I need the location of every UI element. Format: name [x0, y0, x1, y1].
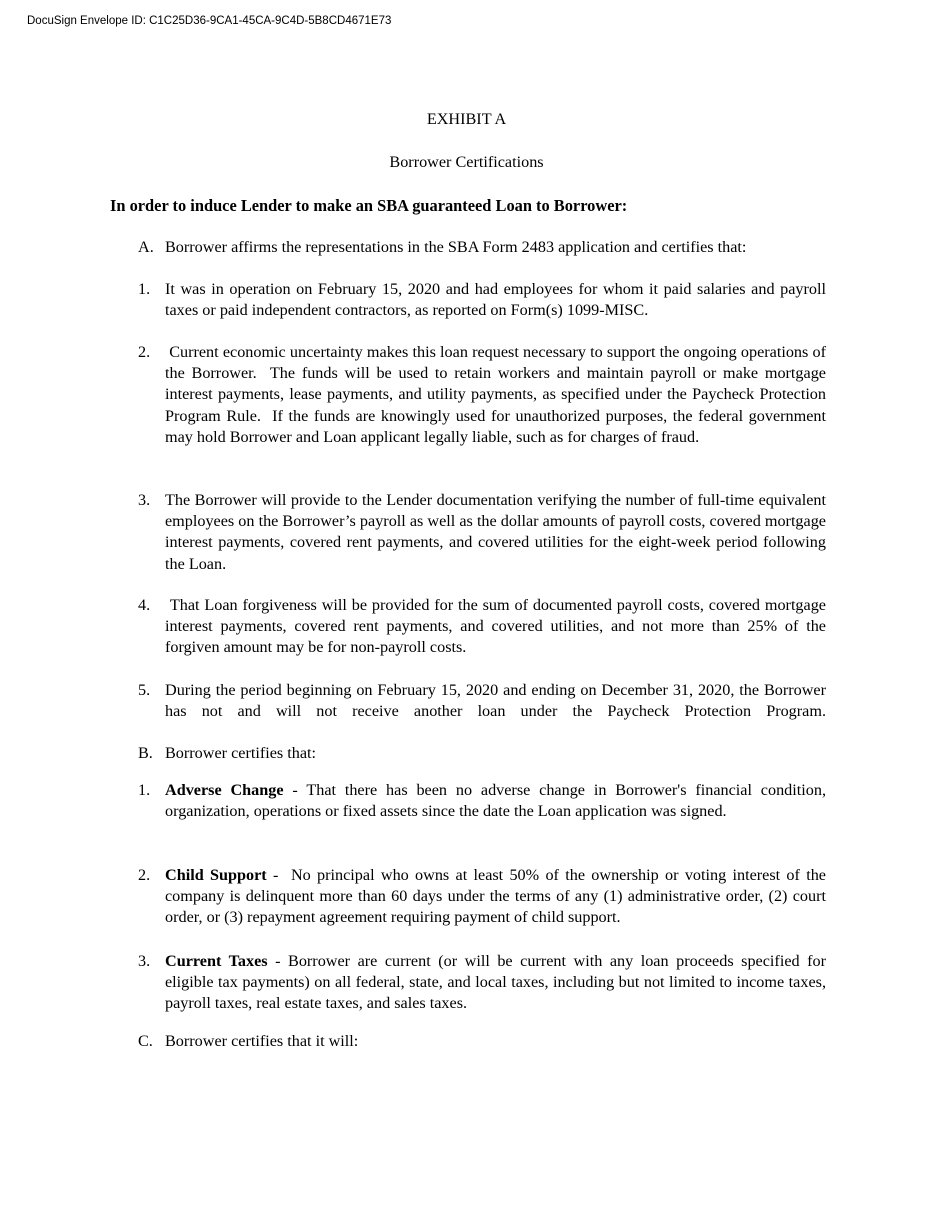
- item-marker: 2.: [138, 866, 151, 884]
- section-a-item-2: [138, 342, 831, 448]
- item-text: During the period beginning on February 15, 2020 and ending on December 31, 2020, the Borrower has not and will not receive another loan under the Paycheck Protection Program.: [165, 681, 826, 721]
- exhibit-title: EXHIBIT A: [426, 110, 507, 128]
- item-marker: 1.: [138, 781, 151, 799]
- item-text: [165, 780, 826, 822]
- item-text: [165, 951, 826, 1015]
- item-description: - That there has been no adverse change in Borrower's financial condition, organization, operations or fixed assets since the date the Loan application was signed.: [165, 781, 827, 821]
- item-marker: 2.: [138, 343, 151, 361]
- item-description: - No principal who owns at least 50% of the ownership or voting interest of the company is delinquent more than 60 days under the terms of any (1) administrative order, (2) court order, or (3) repayment agreement requiring payment of child support.: [165, 866, 831, 927]
- item-description: - Borrower are current (or will be current with any loan proceeds specified for eligible tax payments) on all federal, state, and local taxes, including but not limited to income taxes, payroll taxes, real estate taxes, and sales taxes.: [165, 952, 826, 1013]
- section-heading-text: Borrower certifies that:: [165, 744, 317, 762]
- item-text: That Loan forgiveness will be provided for the sum of documented payroll costs, covered mortgage interest payments, covered rent payments, and covered utilities, and not more than 25% of the forgiven amount may be for non-payroll costs.: [165, 596, 831, 657]
- section-a-heading: [138, 237, 826, 258]
- section-b-heading: [138, 743, 826, 764]
- exhibit-subtitle: Borrower Certifications: [389, 153, 544, 171]
- item-marker: 1.: [138, 280, 151, 298]
- section-a-item-4: [138, 595, 831, 659]
- item-marker: 3.: [138, 491, 151, 509]
- item-marker: 4.: [138, 596, 151, 614]
- section-b-item-2: [138, 865, 831, 929]
- item-text: [165, 865, 831, 929]
- section-b-item-1: [138, 780, 826, 822]
- item-marker: 5.: [138, 681, 151, 699]
- section-a-item-1: [138, 279, 826, 321]
- item-label: Adverse Change: [165, 781, 284, 799]
- item-label: Child Support: [165, 866, 267, 884]
- section-marker: A.: [138, 238, 154, 256]
- section-heading-text: Borrower affirms the representations in the SBA Form 2483 application and certifies that:: [165, 238, 747, 256]
- item-text: The Borrower will provide to the Lender documentation verifying the number of full-time equivalent employees on the Borrower’s payroll as well as the dollar amounts of payroll costs, covered mortgage interest payments, covered rent payments, and covered utilities for the eight-week period following the Loan.: [165, 491, 826, 573]
- item-label: Current Taxes: [165, 952, 268, 970]
- section-heading-text: Borrower certifies that it will:: [165, 1032, 359, 1050]
- item-marker: 3.: [138, 952, 151, 970]
- item-text: It was in operation on February 15, 2020 and had employees for whom it paid salaries and payroll taxes or paid independent contractors, as reported on Form(s) 1099-MISC.: [165, 280, 826, 320]
- section-a-item-5: [138, 680, 826, 722]
- item-text: Current economic uncertainty makes this loan request necessary to support the ongoing operations of the Borrower. The funds will be used to retain workers and maintain payroll or make mortgage interest payments, lease payments, and utility payments, as specified under the Paycheck Protection Program Rule. If the funds are knowingly used for unauthorized purposes, the federal government may hold Borrower and Loan applicant legally liable, such as for charges of fraud.: [165, 343, 831, 446]
- section-b-item-3: [138, 951, 826, 1015]
- intro-statement: In order to induce Lender to make an SBA guaranteed Loan to Borrower:: [110, 196, 628, 215]
- section-c-heading: [138, 1031, 826, 1052]
- docusign-envelope-id: DocuSign Envelope ID: C1C25D36-9CA1-45CA-9C4D-5B8CD4671E73: [27, 15, 392, 27]
- section-a-item-3: [138, 490, 826, 575]
- section-marker: C.: [138, 1032, 153, 1050]
- section-marker: B.: [138, 744, 153, 762]
